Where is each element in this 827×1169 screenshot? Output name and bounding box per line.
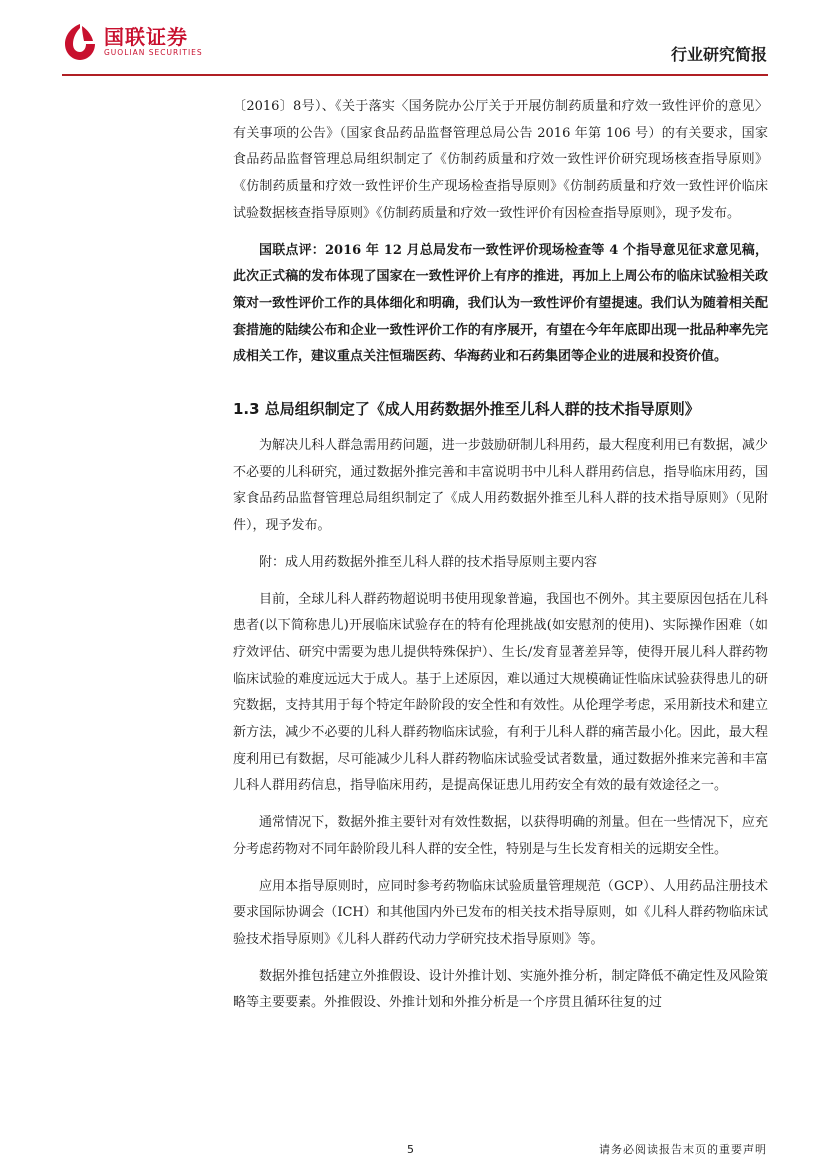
page-number: 5 xyxy=(407,1143,414,1156)
footer-disclaimer: 请务必阅读报告末页的重要声明 xyxy=(599,1143,767,1156)
page-header xyxy=(0,0,827,78)
header-divider xyxy=(62,74,768,76)
paragraph-announcement-continued: 〔2016〕8号）、《关于落实〈国务院办公厅关于开展仿制药质量和疗效一致性评价的意见〉有关事项的公告》（国家食品药品监督管理总局公告 2016 年第 106 号）的有关要求，国家食品药品监督管理总局组织制定了《仿制药质量和疗效一致性评价研究现场核查指导原则》《仿制药质量和疗效一致性评价生产现场检查指导原则》《仿制药质量和疗效一致性评价临床试验数据核查指导原则》《仿制药质量和疗效一致性评价有因检查指导原则》，现予发布。 xyxy=(233,99,768,221)
logo-chinese-name: 国联证券 xyxy=(104,25,188,49)
guolian-logo-icon xyxy=(62,22,98,62)
paragraph-guolian-commentary: 国联点评：2016 年 12 月总局发布一致性评价现场检查等 4 个指导意见征求意见稿，此次正式稿的发布体现了国家在一致性评价上有序的推进，再加上上周公布的临床试验相关政策对一致性评价工作的具体细化和明确，我们认为一致性评价有望提速。我们认为随着相关配套措施的陆续公布和企业一致性评价工作的有序展开，有望在今年年底即出现一批品种率先完成相关工作，建议重点关注恒瑞医药、华海药业和石药集团等企业的进展和投资价值。 xyxy=(233,242,768,365)
report-body xyxy=(233,94,768,1017)
section-heading-1-3: 1.3 总局组织制定了《成人用药数据外推至儿科人群的技术指导原则》 xyxy=(233,400,700,419)
paragraph-appendix-title: 附：成人用药数据外推至儿科人群的技术指导原则主要内容 xyxy=(259,554,598,570)
company-logo xyxy=(62,22,203,62)
document-type-label: 行业研究简报 xyxy=(670,45,767,64)
paragraph-extrapolation-scope: 通常情况下，数据外推主要针对有效性数据，以获得明确的剂量。但在一些情况下，应充分考虑药物对不同年龄阶段儿科人群的安全性，特别是与生长发育相关的远期安全性。 xyxy=(233,815,768,857)
paragraph-elements: 数据外推包括建立外推假设、设计外推计划、实施外推分析，制定降低不确定性及风险策略等主要要素。外推假设、外推计划和外推分析是一个序贯且循环往复的过 xyxy=(233,968,768,1011)
logo-english-name: GUOLIAN SECURITIES xyxy=(104,48,203,57)
paragraph-purpose: 为解决儿科人群急需用药问题，进一步鼓励研制儿科用药，最大程度利用已有数据，减少不必要的儿科研究，通过数据外推完善和丰富说明书中儿科人群用药信息，指导临床用药，国家食品药品监督管理总局组织制定了《成人用药数据外推至儿科人群的技术指导原则》（见附件），现予发布。 xyxy=(233,438,768,534)
paragraph-background: 目前，全球儿科人群药物超说明书使用现象普遍，我国也不例外。其主要原因包括在儿科患者(以下简称患儿)开展临床试验存在的特有伦理挑战(如安慰剂的使用)、实际操作困难（如疗效评估、研究中需要为患儿提供特殊保护）、生长/发育显著差异等，使得开展儿科人群药物临床试验的难度远远大于成人。基于上述原因，难以通过大规模确证性临床试验获得患儿的研究数据，支持其用于每个特定年龄阶段的安全性和有效性。从伦理学考虑，采用新技术和建立新方法，减少不必要的儿科人群药物临床试验，有利于儿科人群的痛苦最小化。因此，最大程度利用已有数据，尽可能减少儿科人群药物临床试验受试者数量，通过数据外推来完善和丰富儿科人群用药信息，指导临床用药，是提高保证患儿用药安全有效的最有效途径之一。 xyxy=(233,591,768,794)
paragraph-references: 应用本指导原则时，应同时参考药物临床试验质量管理规范（GCP）、人用药品注册技术要求国际协调会（ICH）和其他国内外已发布的相关技术指导原则，如《儿科人群药物临床试验技术指导原则》《儿科人群药代动力学研究技术指导原则》等。 xyxy=(233,878,768,947)
